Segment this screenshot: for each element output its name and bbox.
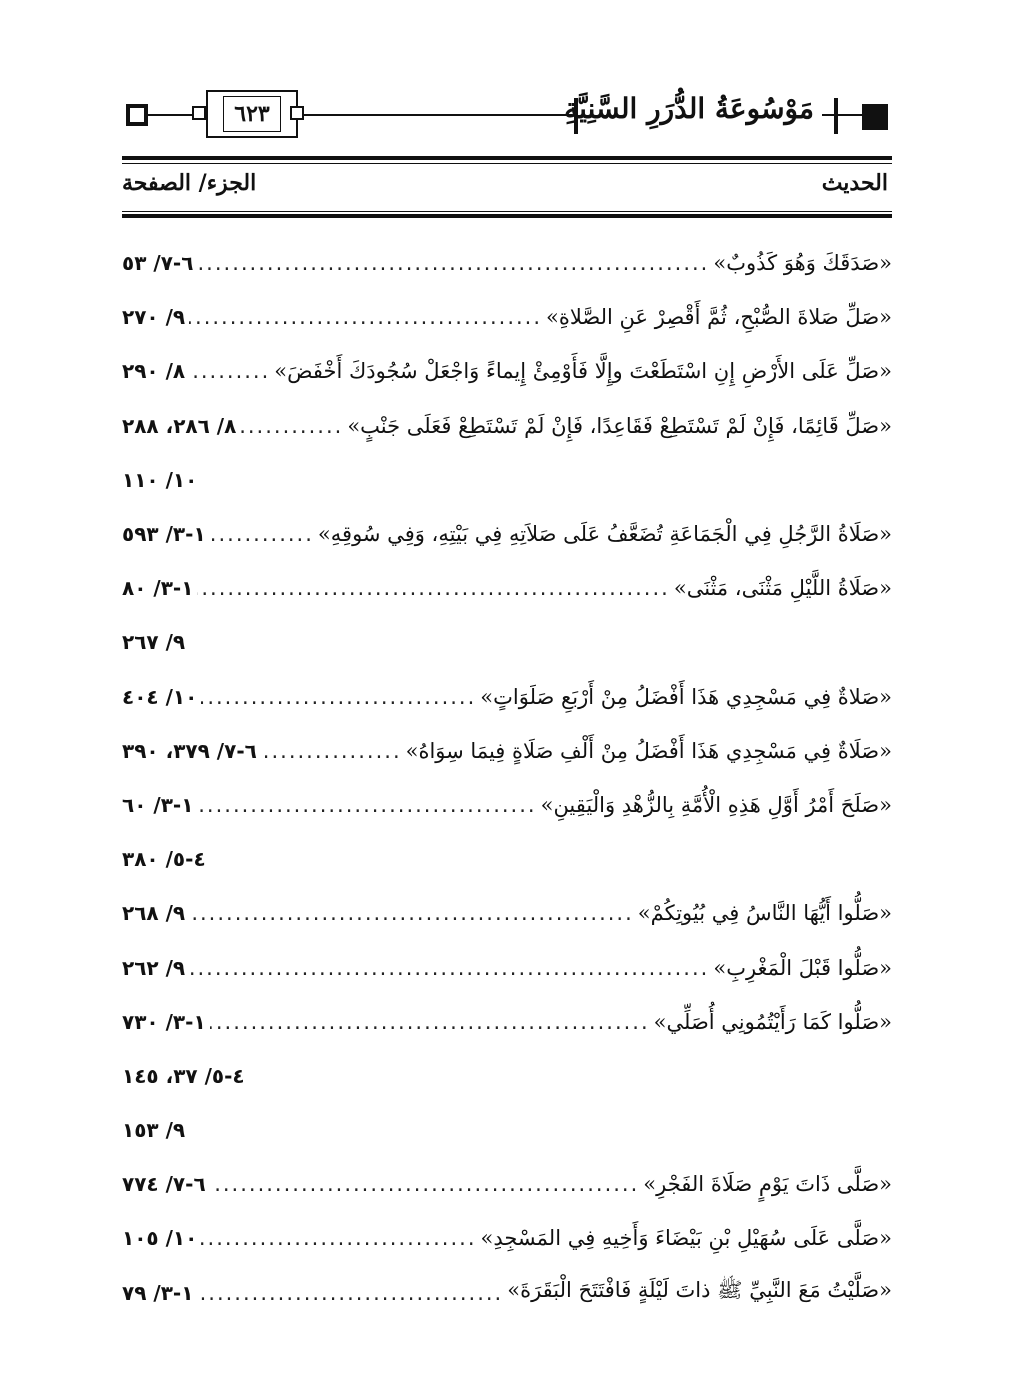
hadith-text: «صَلِّ قَائِمًا، فَإِنْ لَمْ تَسْتَطِعْ فَقَاعِدًا، فَإِنْ لَمْ تَسْتَطِعْ فَعَلَى جَنْبٍ» (347, 413, 892, 438)
index-entry (122, 940, 892, 994)
volume-page-ref: ١٠/ ٤٠٤ (122, 684, 198, 709)
index-entry (122, 399, 892, 453)
page-number-frame (206, 90, 298, 138)
index-entry (122, 1103, 892, 1157)
leader-dots (210, 1172, 640, 1196)
hadith-text: «صَدَقَكَ وَهُوَ كَذُوبٌ» (713, 251, 892, 276)
index-entry (122, 1157, 892, 1211)
leader-dots (189, 359, 270, 383)
hadith-text: «صَلاةٌ فِي مَسْجِدِي هَذَا أَفْضَلُ مِنْ أَرْبَعِ صَلَوَاتٍ» (480, 684, 892, 709)
hadith-text: «صَلَّيْتُ مَعَ النَّبِيِّ ﷺ ذاتَ لَيْلَةٍ فَافْتَتَحَ الْبَقَرَةَ» (507, 1278, 892, 1303)
ornament-square-filled (862, 104, 888, 130)
hadith-text: «صَلَحَ أَمْرُ أَوَّلِ هَذِهِ الْأُمَّةِ بِالزُّهْدِ وَالْيَقِينِ» (540, 792, 892, 817)
volume-page-ref: ١٠/ ١٠٥ (122, 1226, 198, 1251)
volume-page-ref: ٩/ ٢٧٠ (122, 305, 186, 330)
volume-page-ref: ٨/ ٢٩٠ (122, 359, 186, 384)
leader-dots (210, 1010, 650, 1034)
volume-page-ref: ٤-٥/ ٣٨٠ (122, 847, 206, 872)
volume-page-ref: ١-٣/ ٥٩٣ (122, 522, 206, 547)
volume-page-ref: ٩/ ٢٦٢ (122, 955, 186, 980)
leader-dots (197, 251, 709, 275)
volume-page-ref: ٩/ ١٥٣ (122, 1118, 186, 1143)
hadith-text: «صَلِّ عَلَى الأَرْضِ إِنِ اسْتَطَعْتَ وإِلَّا فَأَوْمِئْ إِيماءً وَاجْعَلْ سُجُودَكَ أَخْفَضَ» (274, 359, 892, 384)
leader-dots (197, 793, 536, 817)
column-volume-page: الجزء/ الصفحة (122, 170, 257, 196)
volume-page-ref: ٦-٧/ ٣٧٩، ٣٩٠ (122, 738, 257, 763)
index-entry (122, 1211, 892, 1265)
hadith-text: «صَلِّ صَلاةَ الصُّبْحِ، ثُمَّ أَقْصِرْ عَنِ الصَّلاةِ» (546, 305, 892, 330)
hadith-text: «صَلَّى ذَاتَ يَوْمٍ صَلَاةَ الفَجْرِ» (643, 1172, 892, 1197)
leader-dots (197, 1281, 503, 1305)
hadith-text: «صَلَاةٌ فِي مَسْجِدِي هَذَا أَفْضَلُ مِنْ أَلْفِ صَلَاةٍ فِيمَا سِوَاهُ» (405, 738, 892, 763)
volume-page-ref: ١٠/ ١١٠ (122, 467, 198, 492)
ornament-square-outline (126, 104, 148, 126)
leader-dots (201, 1226, 476, 1250)
index-entry (122, 995, 892, 1049)
page-number: ٦٢٣ (223, 96, 280, 132)
hadith-text: «صَلُّوا قَبْلَ الْمَغْرِبِ» (713, 955, 892, 980)
volume-page-ref: ١-٣/ ٧٣٠ (122, 1009, 206, 1034)
hadith-text: «صَلَّى عَلَى سُهَيْلِ بْنِ بَيْضَاءَ وَأَخِيهِ فِي المَسْجِدِ» (480, 1226, 892, 1251)
volume-page-ref: ١-٣/ ٦٠ (122, 792, 194, 817)
page-header (122, 88, 892, 146)
series-title: مَوْسُوعَةُ الدُّرَرِ السَّنِيَّةِ (564, 92, 814, 125)
ornament-bar-right (834, 98, 838, 134)
index-entry (122, 453, 892, 507)
volume-page-ref: ٩/ ٢٦٧ (122, 630, 186, 655)
column-rule-thin (122, 211, 892, 212)
index-entry (122, 1266, 892, 1320)
index-entry (122, 832, 892, 886)
index-entry (122, 778, 892, 832)
volume-page-ref: ٨/ ٢٨٦، ٢٨٨ (122, 413, 237, 438)
volume-page-ref: ٤-٥/ ٣٧، ١٤٥ (122, 1063, 245, 1088)
index-entry (122, 236, 892, 290)
leader-dots (210, 522, 314, 546)
hadith-text: «صَلُّوا كَمَا رَأَيْتُمُونِي أُصَلِّي» (653, 1009, 892, 1034)
hadith-text: «صَلَاةُ الرَّجُلِ فِي الْجَمَاعَةِ تُضَعَّفُ عَلَى صَلاَتِهِ فِي بَيْتِهِ، وَفِي سُوقِهِ» (317, 522, 892, 547)
leader-dots (261, 739, 402, 763)
leader-dots (197, 576, 669, 600)
hadith-index-list (122, 236, 892, 1320)
column-rule-thick (122, 214, 892, 218)
ornament-knot-left (192, 106, 206, 120)
header-rule-thin (122, 163, 892, 164)
leader-dots (240, 414, 343, 438)
volume-page-ref: ١-٣/ ٧٩ (122, 1280, 194, 1305)
index-entry (122, 344, 892, 398)
volume-page-ref: ٩/ ٢٦٨ (122, 901, 186, 926)
leader-dots (189, 305, 542, 329)
index-entry (122, 561, 892, 615)
header-rule-thick (122, 156, 892, 160)
index-entry (122, 1049, 892, 1103)
index-entry (122, 724, 892, 778)
index-entry (122, 615, 892, 669)
volume-page-ref: ٦-٧/ ٥٣ (122, 251, 194, 276)
column-hadith: الحديث (821, 170, 888, 196)
volume-page-ref: ١-٣/ ٨٠ (122, 576, 194, 601)
index-entry (122, 886, 892, 940)
index-entry (122, 290, 892, 344)
index-entry (122, 670, 892, 724)
hadith-text: «صَلُّوا أَيُّهَا النَّاسُ فِي بُيُوتِكُمْ» (637, 901, 892, 926)
column-header (122, 170, 892, 206)
ornament-knot-right (290, 106, 304, 120)
hadith-text: «صَلَاةُ اللَّيْلِ مَثْنَى، مَثْنَى» (673, 576, 892, 601)
header-rule-middle (298, 114, 572, 116)
header-rule-right (822, 114, 862, 116)
leader-dots (189, 901, 634, 925)
index-entry (122, 507, 892, 561)
leader-dots (189, 956, 709, 980)
volume-page-ref: ٦-٧/ ٧٧٤ (122, 1172, 206, 1197)
leader-dots (201, 685, 476, 709)
